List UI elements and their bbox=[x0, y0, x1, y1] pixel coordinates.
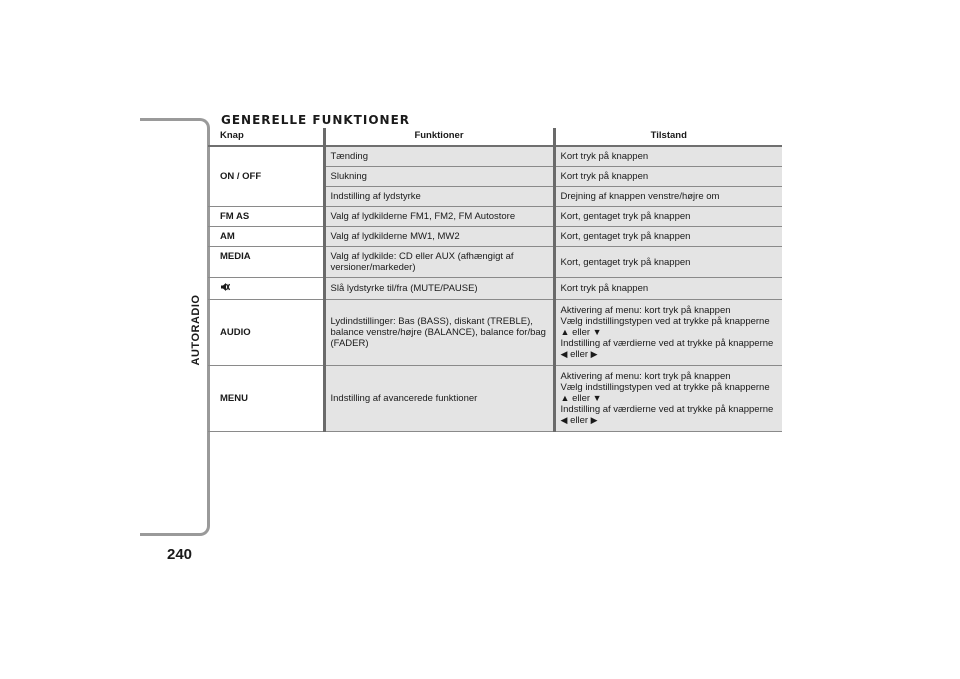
knap-cell bbox=[208, 278, 324, 300]
state-cell: Kort, gentaget tryk på knappen bbox=[554, 207, 782, 227]
functions-table bbox=[208, 128, 782, 432]
function-cell: Valg af lydkilde: CD eller AUX (afhængigt af versioner/markeder) bbox=[324, 247, 554, 278]
state-line bbox=[561, 349, 778, 360]
state-line: Aktivering af menu: kort tryk på knappen bbox=[560, 305, 731, 316]
table-row bbox=[208, 366, 782, 432]
state-line: Aktivering af menu: kort tryk på knappen bbox=[560, 371, 731, 382]
arrow-right-icon: ▶ bbox=[590, 415, 598, 425]
state-line bbox=[561, 393, 778, 404]
header-knap: Knap bbox=[208, 128, 324, 146]
section-title: GENERELLE FUNKTIONER bbox=[221, 113, 411, 127]
header-tilstand: Tilstand bbox=[554, 128, 782, 146]
state-cell: Kort tryk på knappen bbox=[554, 167, 782, 187]
state-or: eller bbox=[572, 393, 591, 404]
function-cell: Slå lydstyrke til/fra (MUTE/PAUSE) bbox=[324, 278, 554, 300]
state-line bbox=[561, 415, 778, 426]
state-cell bbox=[554, 366, 782, 432]
state-line: Indstilling af værdierne ved at trykke på knapperne bbox=[560, 404, 774, 415]
state-line: Vælg indstillingstypen ved at trykke på knapperne bbox=[560, 382, 770, 393]
state-or: eller bbox=[570, 415, 589, 426]
state-or: eller bbox=[572, 327, 591, 338]
function-cell: Indstilling af avancerede funktioner bbox=[324, 366, 554, 432]
sidebar-label: AUTORADIO bbox=[190, 294, 202, 366]
header-funktioner: Funktioner bbox=[324, 128, 554, 146]
knap-cell: AM bbox=[208, 227, 324, 247]
page-number: 240 bbox=[167, 546, 193, 563]
table-row bbox=[208, 247, 782, 278]
arrow-up-icon: ▲ bbox=[560, 327, 570, 337]
state-line: Vælg indstillingstypen ved at trykke på knapperne bbox=[560, 316, 770, 327]
function-cell: Valg af lydkilderne MW1, MW2 bbox=[324, 227, 554, 247]
state-cell: Kort, gentaget tryk på knappen bbox=[554, 227, 782, 247]
mute-icon bbox=[220, 282, 230, 292]
state-line bbox=[561, 327, 778, 338]
table-row bbox=[208, 207, 782, 227]
table-row bbox=[208, 300, 782, 366]
arrow-up-icon: ▲ bbox=[560, 393, 570, 403]
arrow-down-icon: ▼ bbox=[592, 393, 602, 403]
state-cell: Kort tryk på knappen bbox=[554, 146, 782, 167]
state-cell: Drejning af knappen venstre/højre om bbox=[554, 187, 782, 207]
state-cell: Kort, gentaget tryk på knappen bbox=[554, 247, 782, 278]
function-cell: Indstilling af lydstyrke bbox=[324, 187, 554, 207]
state-cell bbox=[554, 300, 782, 366]
arrow-left-icon: ◀ bbox=[560, 415, 568, 425]
table-row bbox=[208, 278, 782, 300]
state-or: eller bbox=[570, 349, 589, 360]
state-line: Indstilling af værdierne ved at trykke på knapperne bbox=[560, 338, 774, 349]
function-cell: Slukning bbox=[324, 167, 554, 187]
table-row bbox=[208, 227, 782, 247]
function-cell: Tænding bbox=[324, 146, 554, 167]
knap-cell: ON / OFF bbox=[208, 146, 324, 207]
arrow-left-icon: ◀ bbox=[560, 349, 568, 359]
state-cell: Kort tryk på knappen bbox=[554, 278, 782, 300]
function-cell: Valg af lydkilderne FM1, FM2, FM Autostore bbox=[324, 207, 554, 227]
knap-cell: AUDIO bbox=[208, 300, 324, 366]
table-row bbox=[208, 146, 782, 167]
arrow-down-icon: ▼ bbox=[592, 327, 602, 337]
table-header-row bbox=[208, 128, 782, 146]
knap-cell: MEDIA bbox=[208, 247, 324, 278]
function-cell: Lydindstillinger: Bas (BASS), diskant (TREBLE), balance venstre/højre (BALANCE), balance for/bag (FADER) bbox=[324, 300, 554, 366]
arrow-right-icon: ▶ bbox=[590, 349, 598, 359]
knap-cell: FM AS bbox=[208, 207, 324, 227]
knap-cell: MENU bbox=[208, 366, 324, 432]
